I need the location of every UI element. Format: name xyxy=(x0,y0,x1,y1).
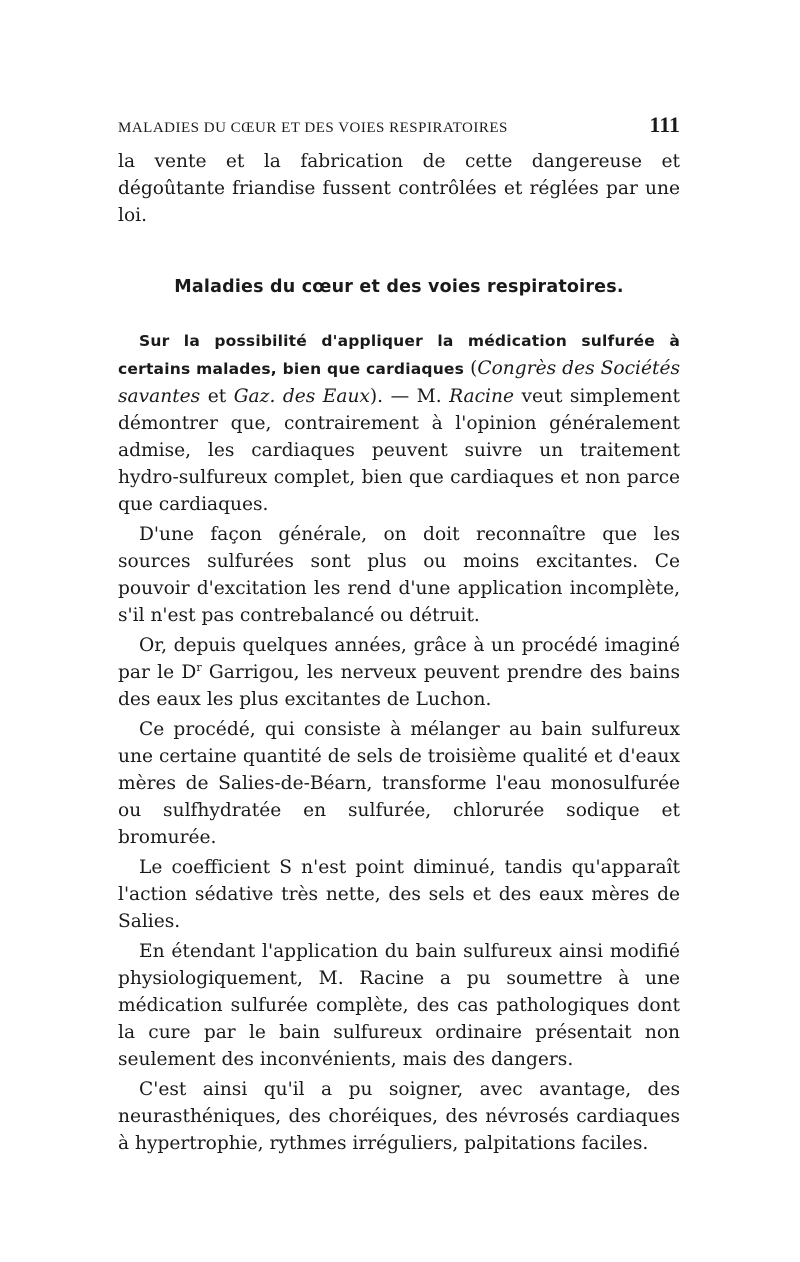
doctor-superscript: r xyxy=(196,660,202,674)
source-and: et xyxy=(200,386,234,407)
paragraph-7: C'est ainsi qu'il a pu soigner, avec avantage, des neurasthéniques, des choréiques, des névrosés cardiaques à hypertrophie, rythmes irréguliers, palpitations faciles. xyxy=(118,1079,680,1154)
paragraph-5: Le coefficient S n'est point diminué, tandis qu'apparaît l'action sédative très nette, des sels et des eaux mères de Salies. xyxy=(118,857,680,932)
paragraph-3-before: Or, depuis quelques années, grâce à un procédé imaginé par le D xyxy=(118,635,680,683)
article-lead-title: Sur la possibilité d'appliquer la médication sulfurée à certains malades, bien que cardiaques xyxy=(118,332,680,378)
source-open: ( xyxy=(464,358,478,379)
paragraph-4: Ce procédé, qui consiste à mélanger au bain sulfureux une certaine quantité de sels de troisième qualité et d'eaux mères de Salies-de-Béarn, transforme l'eau monosulfurée ou sulfhydratée en sulfurée, chlorurée sodique et bromurée. xyxy=(118,719,680,848)
author-name: Racine xyxy=(449,386,514,407)
book-page xyxy=(118,112,680,1157)
source-gazette: Gaz. des Eaux xyxy=(233,386,370,407)
paragraph-3-after: Garrigou, les nerveux peuvent prendre des bains des eaux les plus excitantes de Luchon. xyxy=(118,662,680,710)
source-close: ). — M. xyxy=(369,386,450,407)
page-number: 111 xyxy=(649,112,680,137)
running-header xyxy=(118,112,680,138)
paragraph-3 xyxy=(118,632,680,713)
first-paragraph-text: veut simplement démontrer que, contrairement à l'opinion généralement admise, les cardiaques peuvent suivre un traitement hydro-sulfureux complet, bien que cardiaques et non parce que cardiaques. xyxy=(118,386,680,515)
article-first-paragraph xyxy=(118,327,680,518)
running-title: MALADIES DU CŒUR ET DES VOIES RESPIRATOIRES xyxy=(118,120,508,136)
section-title: Maladies du cœur et des voies respiratoires. xyxy=(174,277,624,297)
paragraph-6: En étendant l'application du bain sulfureux ainsi modifié physiologiquement, M. Racine a pu soumettre à une médication sulfurée complète, des cas pathologiques dont la cure par le bain sulfureux ordinaire présentait non seulement des inconvénients, mais des dangers. xyxy=(118,941,680,1070)
intro-paragraph: la vente et la fabrication de cette dangereuse et dégoûtante friandise fussent contrôlées et réglées par une loi. xyxy=(118,151,680,226)
source-congress: Congrès des Sociétés savantes xyxy=(118,358,680,407)
paragraph-2: D'une façon générale, on doit reconnaître que les sources sulfurées sont plus ou moins excitantes. Ce pouvoir d'excitation les rend d'une application incomplète, s'il n'est pas contrebalancé ou détruit. xyxy=(118,524,680,626)
